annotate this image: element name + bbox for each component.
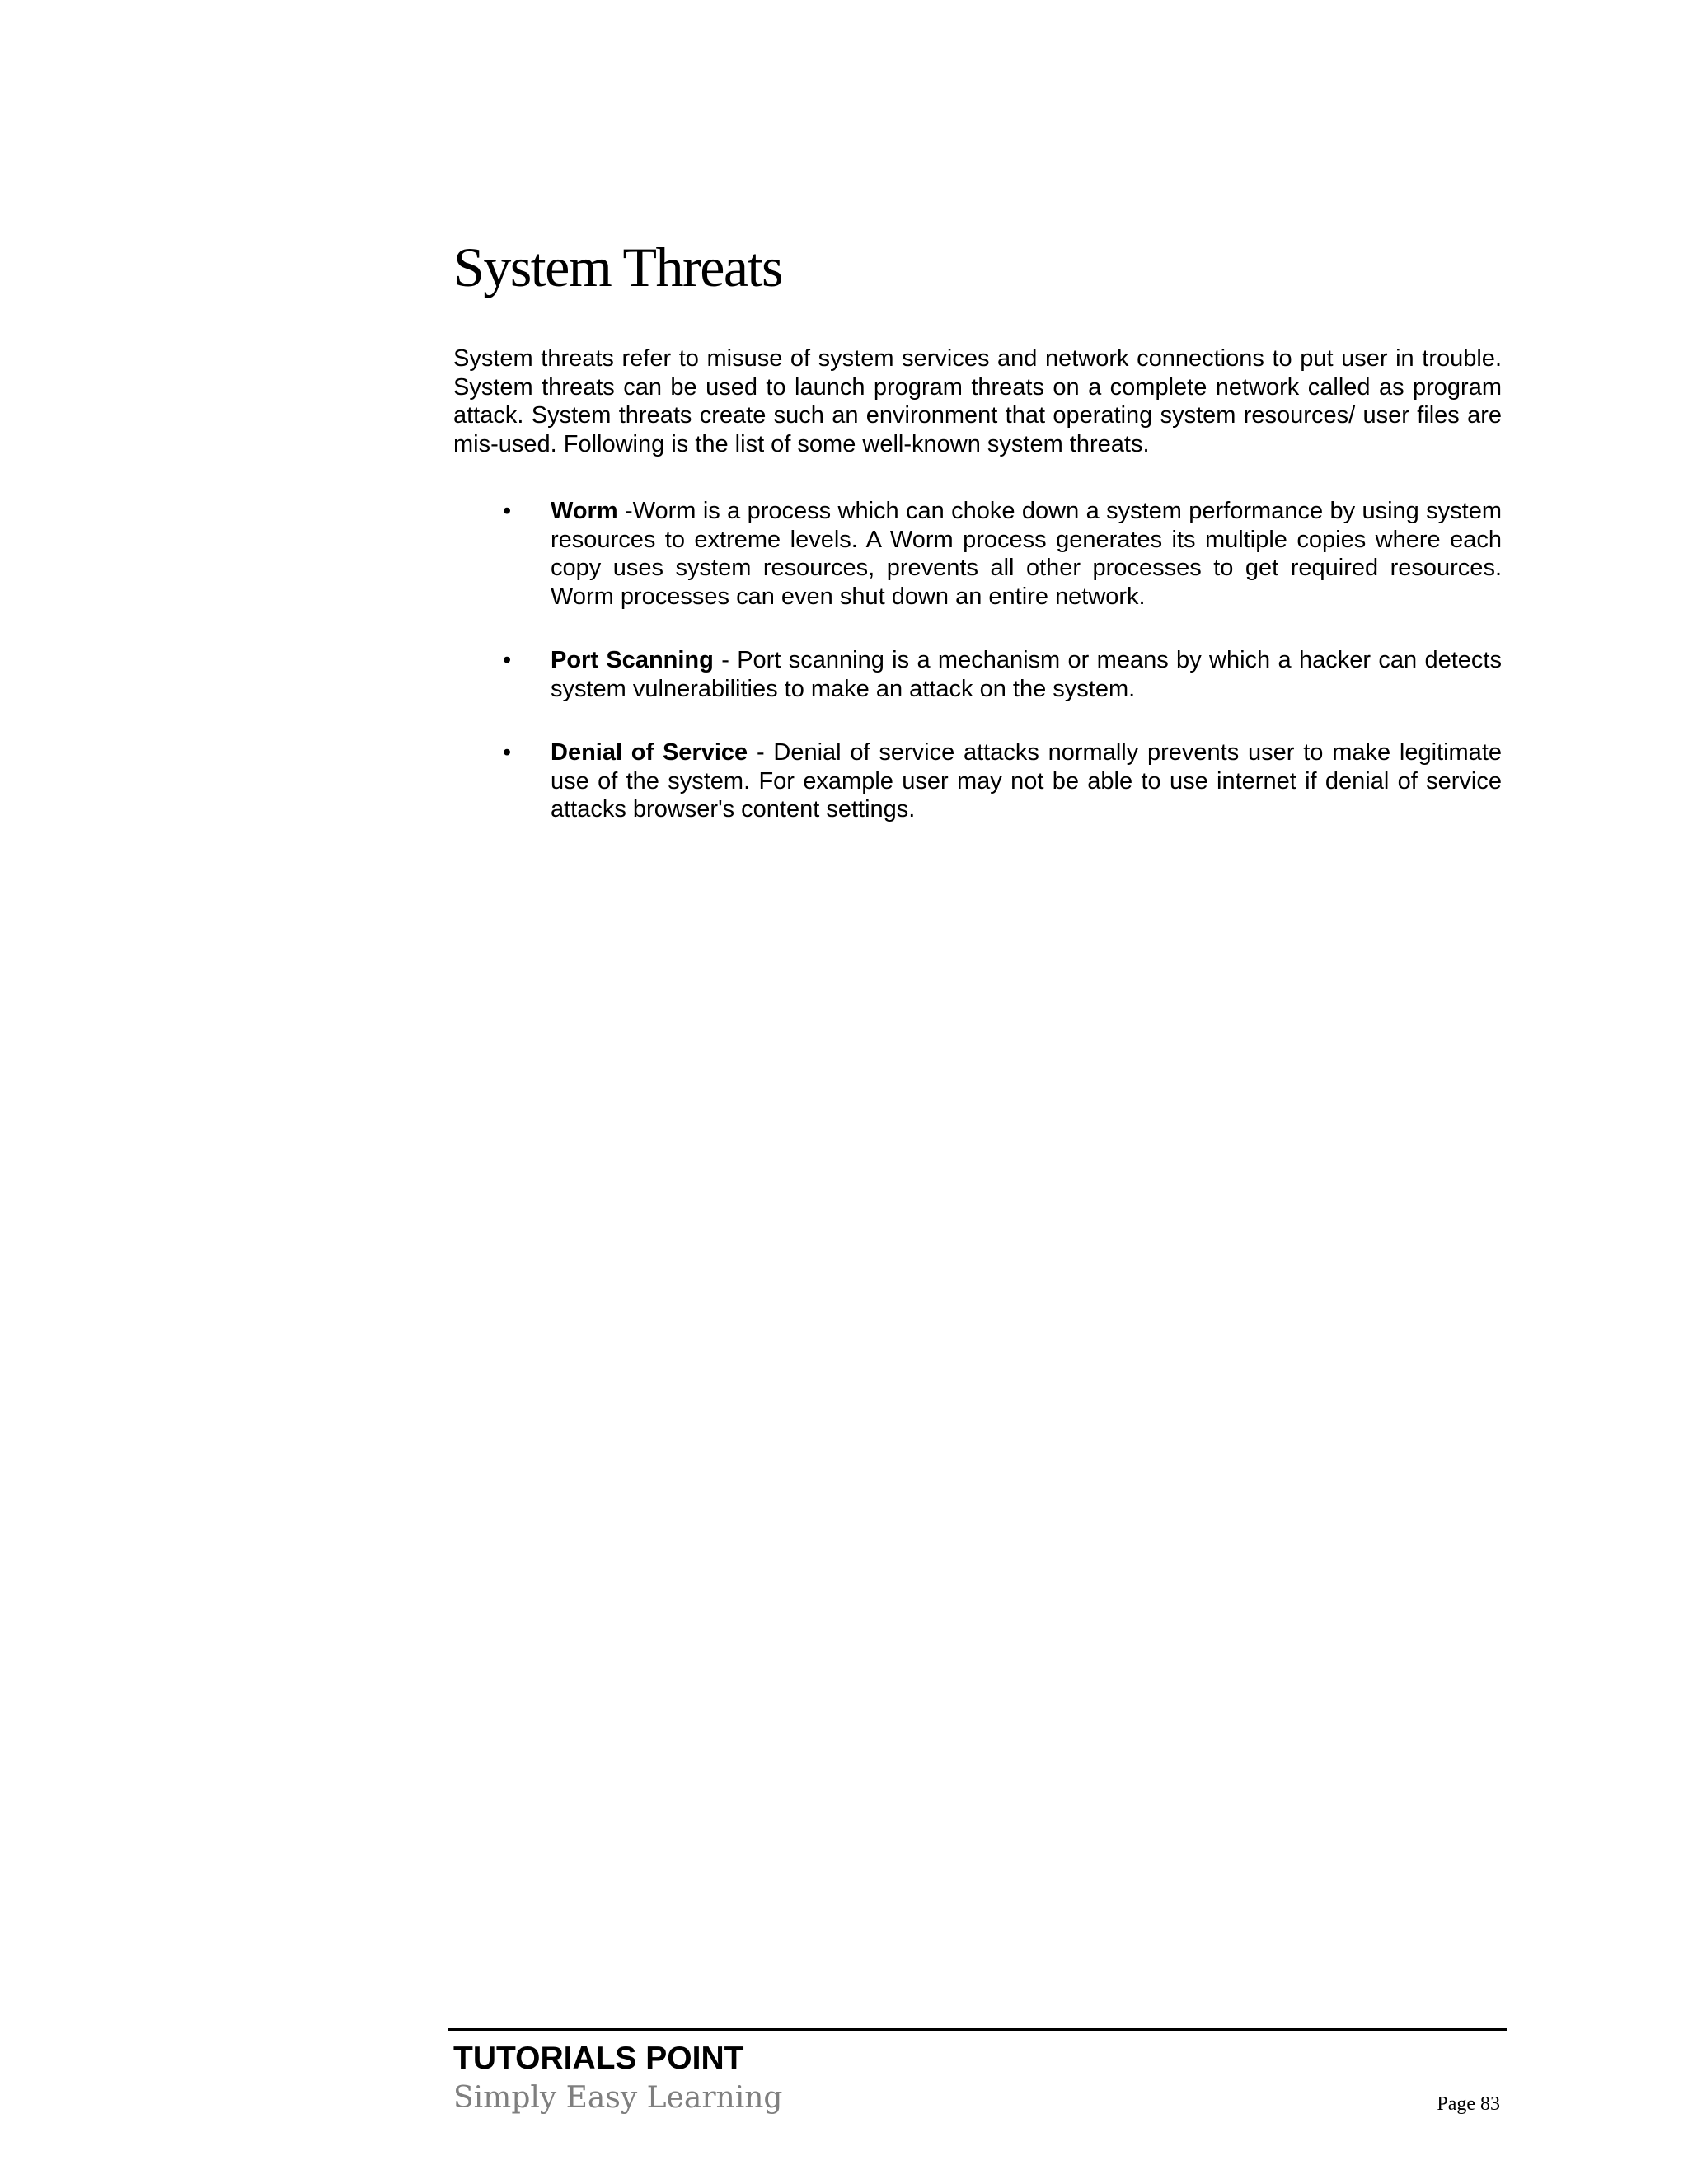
page-title: System Threats [453, 236, 782, 298]
intro-paragraph: System threats refer to misuse of system services and network connections to put user in trouble. System threats can be used to launch program threats on a complete network called as program attack. System threats create such an environment that operating system resources/ user files are mis-used. Following is the list of some well-known system threats. [453, 345, 1502, 457]
footer-tagline: Simply Easy Learning [453, 2081, 783, 2115]
threat-term: Worm [551, 498, 618, 524]
threat-description: - Denial of service attacks normally prevents user to make legitimate use of the system. For example user may not be able to use internet if denial of service attacks browser's content settings. [551, 739, 1502, 823]
threat-term: Port Scanning [551, 647, 714, 673]
threat-item-denial-of-service [453, 738, 1502, 824]
threat-list [453, 497, 1502, 860]
footer-divider [448, 2028, 1507, 2031]
bullet-icon: • [503, 739, 512, 766]
page-number: Page 83 [1437, 2093, 1500, 2115]
footer-brand: TUTORIALS POINT [453, 2041, 744, 2076]
threat-term: Denial of Service [551, 739, 748, 766]
threat-item-port-scanning [453, 646, 1502, 703]
threat-description: -Worm is a process which can choke down a system performance by using system resources to extreme levels. A Worm process generates its multiple copies where each copy uses system resources, prevents all other processes to get required resources. Worm processes can even shut down an entire network. [551, 498, 1502, 610]
bullet-icon: • [503, 498, 512, 524]
threat-description: - Port scanning is a mechanism or means by which a hacker can detects system vulnerabilities to make an attack on the system. [551, 647, 1502, 702]
threat-item-worm [453, 497, 1502, 611]
bullet-icon: • [503, 647, 512, 673]
